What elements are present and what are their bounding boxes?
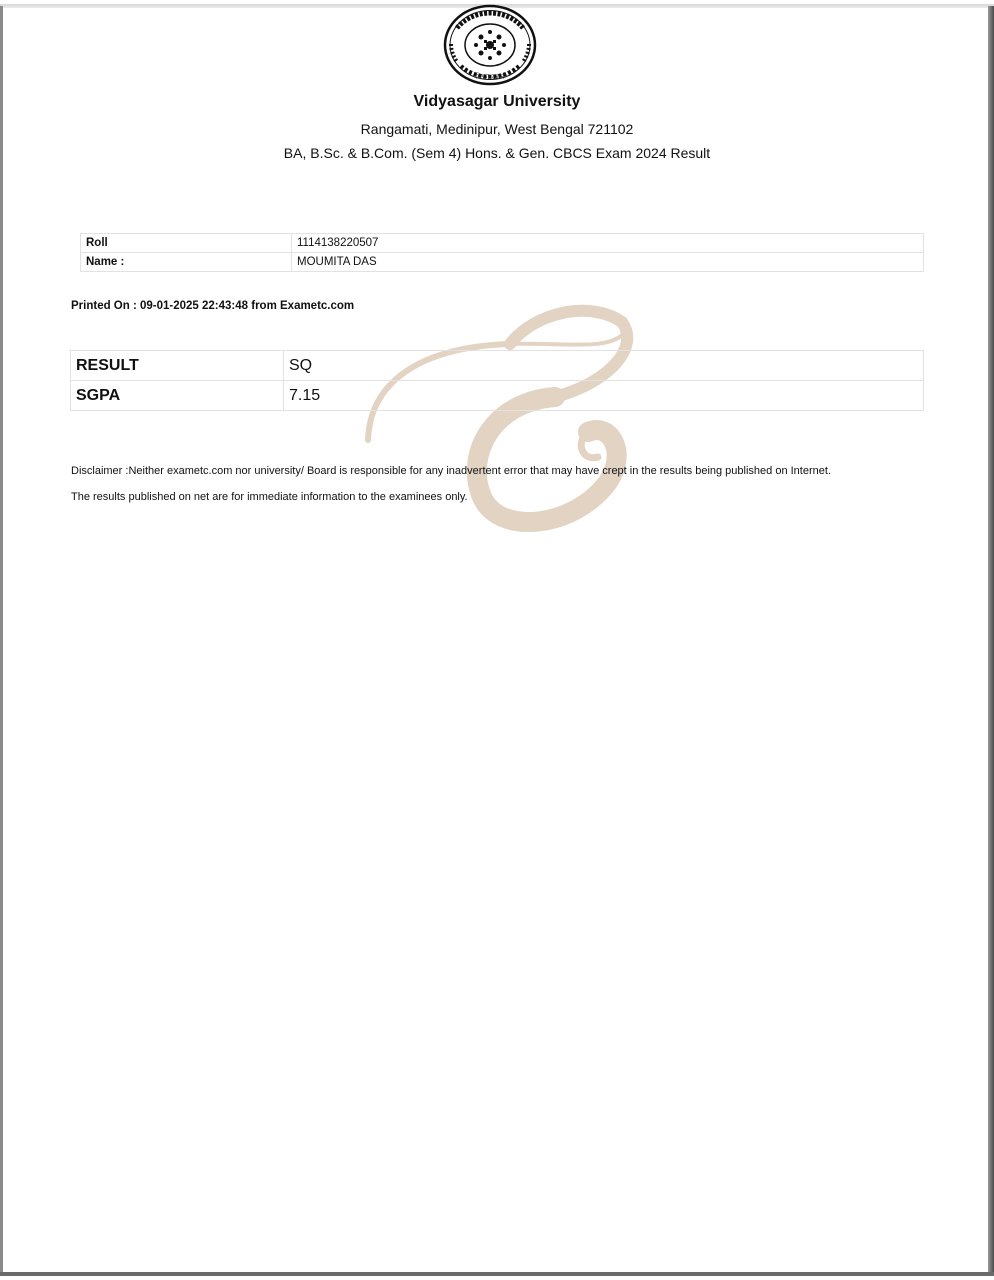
university-seal-icon	[443, 4, 537, 86]
page-border-right	[988, 6, 994, 1276]
roll-value: 1114138220507	[292, 234, 924, 253]
name-label: Name :	[81, 253, 292, 272]
result-value: SQ	[284, 351, 924, 381]
sgpa-value: 7.15	[284, 381, 924, 411]
table-row	[81, 253, 924, 272]
university-address: Rangamati, Medinipur, West Bengal 721102	[360, 121, 634, 137]
table-row	[71, 381, 924, 411]
printed-on-text: Printed On : 09-01-2025 22:43:48 from Exametc.com	[71, 300, 355, 312]
result-table	[70, 350, 924, 411]
result-label: RESULT	[71, 351, 284, 381]
page-border-bottom	[0, 1272, 994, 1276]
student-info-table	[80, 233, 924, 272]
svg-text:শিক্ষা জ্ঞান: শিক্ষা জ্ঞান	[475, 73, 505, 81]
table-row	[81, 234, 924, 253]
exam-title: BA, B.Sc. & B.Com. (Sem 4) Hons. & Gen. CBCS Exam 2024 Result	[283, 145, 711, 161]
page-border-left	[0, 6, 3, 1276]
name-value: MOUMITA DAS	[292, 253, 924, 272]
disclaimer-text: Disclaimer :Neither exametc.com nor university/ Board is responsible for any inadvertent error that may have crept in the results being published on Internet.	[71, 465, 831, 477]
table-row	[71, 351, 924, 381]
results-note-text: The results published on net are for immediate information to the examinees only.	[71, 491, 468, 503]
sgpa-label: SGPA	[71, 381, 284, 411]
roll-label: Roll	[81, 234, 292, 253]
university-name: Vidyasagar University	[413, 93, 581, 110]
